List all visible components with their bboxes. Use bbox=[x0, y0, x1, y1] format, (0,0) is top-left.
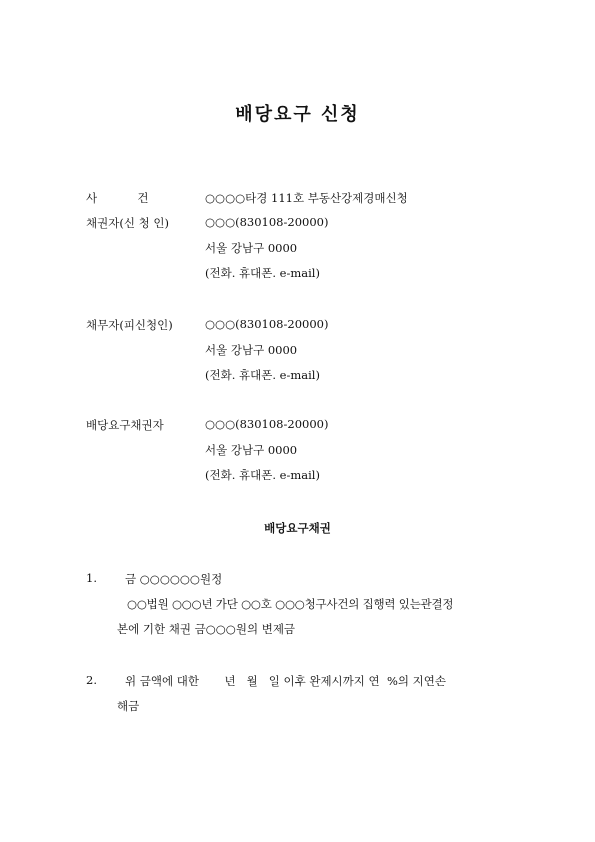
item-continuation: 본에 기한 채권 금○○○원의 변제금 bbox=[117, 622, 296, 636]
item-text: 금 ○○○○○○원정 bbox=[125, 572, 223, 586]
creditor-address: 서울 강남구 0000 bbox=[205, 241, 298, 255]
document-title: 배당요구 신청 bbox=[235, 104, 360, 125]
debtor-label: 채무자(피신청인) bbox=[86, 318, 173, 332]
claimant-address: 서울 강남구 0000 bbox=[205, 443, 298, 457]
case-label: 사 건 bbox=[86, 191, 149, 205]
creditor-contact: (전화. 휴대폰. e-mail) bbox=[205, 266, 320, 280]
item-continuation: ○○법원 ○○○년 가단 ○○호 ○○○청구사건의 집행력 있는관결정 bbox=[127, 597, 454, 611]
claimant-label: 배당요구채권자 bbox=[86, 418, 164, 432]
claimant-name-id: ○○○(830108-20000) bbox=[205, 417, 329, 431]
item-text: 위 금액에 대한 년 월 일 이후 완제시까지 연 %의 지연손 bbox=[125, 674, 446, 688]
item-number: 1. bbox=[86, 571, 97, 585]
item-number: 2. bbox=[86, 673, 97, 687]
creditor-label: 채권자(신 청 인) bbox=[86, 216, 169, 230]
debtor-contact: (전화. 휴대폰. e-mail) bbox=[205, 368, 320, 382]
creditor-name-id: ○○○(830108-20000) bbox=[205, 215, 329, 229]
case-value: ○○○○타경 111호 부동산강제경매신청 bbox=[205, 191, 408, 205]
item-continuation: 해금 bbox=[117, 699, 140, 713]
debtor-name-id: ○○○(830108-20000) bbox=[205, 317, 329, 331]
claimant-contact: (전화. 휴대폰. e-mail) bbox=[205, 468, 320, 482]
section-title: 배당요구채권 bbox=[264, 521, 331, 535]
debtor-address: 서울 강남구 0000 bbox=[205, 343, 298, 357]
